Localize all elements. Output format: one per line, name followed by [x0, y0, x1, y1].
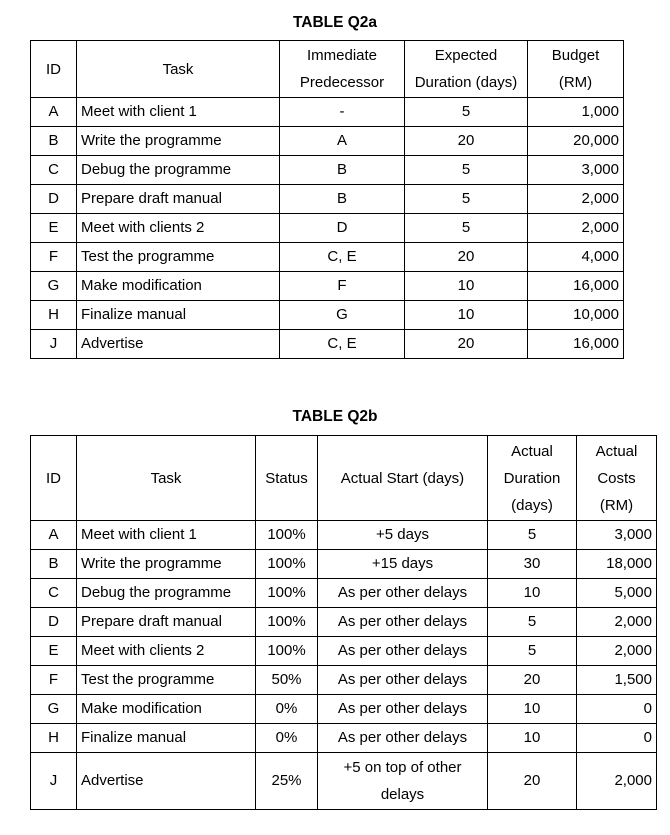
cell-status: 25%	[256, 753, 318, 810]
cell-actual-cost: 5,000	[577, 579, 657, 608]
cell-actual-cost: 3,000	[577, 521, 657, 550]
header-budget-line1: Budget	[551, 47, 600, 64]
cell-actual-start: As per other delays	[318, 724, 488, 753]
header-budget	[528, 41, 624, 98]
cell-status: 100%	[256, 579, 318, 608]
cell-budget: 10,000	[528, 301, 624, 330]
cell-predecessor: G	[280, 301, 405, 330]
cell-id: H	[31, 724, 77, 753]
table-row	[31, 127, 624, 156]
cell-actual-start: As per other delays	[318, 637, 488, 666]
cell-status: 100%	[256, 521, 318, 550]
header-predecessor	[280, 41, 405, 98]
cell-budget: 16,000	[528, 272, 624, 301]
header-duration-line3: (days)	[511, 496, 553, 514]
cell-actual-start: +5 days	[318, 521, 488, 550]
cell-task: Finalize manual	[77, 724, 256, 753]
cell-task: Meet with clients 2	[77, 637, 256, 666]
cell-status: 100%	[256, 550, 318, 579]
cell-id: G	[31, 695, 77, 724]
cell-id: F	[31, 243, 77, 272]
cell-id: D	[31, 608, 77, 637]
cell-actual-start-line2: delays	[380, 786, 425, 803]
cell-budget: 16,000	[528, 330, 624, 359]
cell-predecessor: -	[280, 98, 405, 127]
cell-actual-cost: 2,000	[577, 637, 657, 666]
cell-id: H	[31, 301, 77, 330]
cell-budget: 2,000	[528, 185, 624, 214]
cell-budget: 4,000	[528, 243, 624, 272]
table-row	[31, 185, 624, 214]
cell-id: G	[31, 272, 77, 301]
table-row	[31, 666, 657, 695]
table-q2a-title: TABLE Q2a	[292, 14, 378, 31]
table-q2b-title: TABLE Q2b	[292, 408, 378, 425]
header-actual-duration	[488, 436, 577, 521]
cell-id: E	[31, 637, 77, 666]
cell-predecessor: D	[280, 214, 405, 243]
table-row	[31, 301, 624, 330]
cell-id: B	[31, 550, 77, 579]
cell-actual-duration: 10	[488, 724, 577, 753]
cell-task: Prepare draft manual	[77, 185, 280, 214]
cell-budget: 2,000	[528, 214, 624, 243]
table-row	[31, 98, 624, 127]
header-status: Status	[256, 436, 318, 521]
cell-task: Advertise	[77, 330, 280, 359]
cell-duration: 5	[405, 185, 528, 214]
cell-duration: 20	[405, 243, 528, 272]
table-row	[31, 156, 624, 185]
cell-task: Write the programme	[77, 550, 256, 579]
cell-actual-cost: 18,000	[577, 550, 657, 579]
header-id: ID	[31, 436, 77, 521]
cell-actual-cost: 0	[577, 724, 657, 753]
cell-actual-start: As per other delays	[318, 666, 488, 695]
table-row	[31, 214, 624, 243]
cell-task: Make modification	[77, 695, 256, 724]
cell-id: A	[31, 521, 77, 550]
cell-task: Debug the programme	[77, 579, 256, 608]
cell-task: Meet with clients 2	[77, 214, 280, 243]
cell-actual-cost: 2,000	[577, 608, 657, 637]
table-q2a-header	[31, 41, 624, 98]
header-duration-line2: Duration (days)	[414, 74, 518, 91]
cell-duration: 10	[405, 272, 528, 301]
cell-task: Test the programme	[77, 666, 256, 695]
cell-actual-duration: 10	[488, 695, 577, 724]
cell-duration: 5	[405, 98, 528, 127]
cell-predecessor: B	[280, 156, 405, 185]
table-row	[31, 724, 657, 753]
header-task: Task	[77, 436, 256, 521]
cell-status: 100%	[256, 608, 318, 637]
header-costs-line1: Actual	[595, 442, 638, 460]
header-duration-line1: Expected	[434, 47, 498, 64]
cell-id: C	[31, 579, 77, 608]
header-costs-line2: Costs	[597, 469, 636, 487]
table-row	[31, 272, 624, 301]
header-id: ID	[31, 41, 77, 98]
cell-actual-start: As per other delays	[318, 695, 488, 724]
header-duration-line1: Actual	[511, 442, 553, 460]
cell-status: 50%	[256, 666, 318, 695]
cell-actual-duration: 30	[488, 550, 577, 579]
cell-id: E	[31, 214, 77, 243]
cell-actual-duration: 5	[488, 608, 577, 637]
cell-status: 0%	[256, 724, 318, 753]
cell-task: Meet with client 1	[77, 98, 280, 127]
cell-budget: 1,000	[528, 98, 624, 127]
cell-actual-start: As per other delays	[318, 608, 488, 637]
table-row	[31, 695, 657, 724]
header-duration-line2: Duration	[503, 469, 561, 487]
cell-predecessor: A	[280, 127, 405, 156]
cell-task: Make modification	[77, 272, 280, 301]
table-row	[31, 521, 657, 550]
cell-actual-start-line1: +5 on top of other	[343, 759, 462, 776]
table-row	[31, 637, 657, 666]
table-row	[31, 243, 624, 272]
cell-task: Write the programme	[77, 127, 280, 156]
header-predecessor-line1: Immediate	[306, 47, 378, 64]
cell-id: D	[31, 185, 77, 214]
cell-duration: 5	[405, 214, 528, 243]
cell-task: Debug the programme	[77, 156, 280, 185]
cell-actual-cost: 2,000	[577, 753, 657, 810]
cell-id: J	[31, 753, 77, 810]
cell-task: Prepare draft manual	[77, 608, 256, 637]
cell-predecessor: B	[280, 185, 405, 214]
cell-id: A	[31, 98, 77, 127]
table-row	[31, 753, 657, 810]
cell-actual-start: As per other delays	[318, 579, 488, 608]
cell-status: 0%	[256, 695, 318, 724]
cell-actual-duration: 5	[488, 521, 577, 550]
cell-actual-duration: 20	[488, 753, 577, 810]
cell-actual-cost: 0	[577, 695, 657, 724]
cell-actual-duration: 10	[488, 579, 577, 608]
cell-duration: 10	[405, 301, 528, 330]
cell-id: B	[31, 127, 77, 156]
cell-duration: 5	[405, 156, 528, 185]
table-row	[31, 608, 657, 637]
cell-duration: 20	[405, 127, 528, 156]
cell-budget: 3,000	[528, 156, 624, 185]
header-actual-costs	[577, 436, 657, 521]
cell-status: 100%	[256, 637, 318, 666]
cell-actual-duration: 20	[488, 666, 577, 695]
table-q2b	[30, 435, 657, 810]
cell-predecessor: F	[280, 272, 405, 301]
header-budget-line2: (RM)	[558, 74, 593, 91]
header-duration	[405, 41, 528, 98]
cell-predecessor: C, E	[280, 243, 405, 272]
header-task: Task	[77, 41, 280, 98]
cell-actual-cost: 1,500	[577, 666, 657, 695]
table-row	[31, 330, 624, 359]
cell-id: F	[31, 666, 77, 695]
cell-actual-start: +15 days	[318, 550, 488, 579]
header-costs-line3: (RM)	[599, 496, 634, 514]
cell-predecessor: C, E	[280, 330, 405, 359]
cell-task: Advertise	[77, 753, 256, 810]
table-row	[31, 579, 657, 608]
cell-budget: 20,000	[528, 127, 624, 156]
cell-task: Finalize manual	[77, 301, 280, 330]
cell-actual-start	[318, 753, 488, 810]
table-row	[31, 550, 657, 579]
cell-task: Meet with client 1	[77, 521, 256, 550]
cell-id: J	[31, 330, 77, 359]
cell-actual-duration: 5	[488, 637, 577, 666]
cell-task: Test the programme	[77, 243, 280, 272]
header-actual-start: Actual Start (days)	[318, 436, 488, 521]
table-q2a	[30, 40, 624, 359]
table-q2b-header	[31, 436, 657, 521]
cell-duration: 20	[405, 330, 528, 359]
cell-id: C	[31, 156, 77, 185]
header-predecessor-line2: Predecessor	[299, 74, 385, 91]
